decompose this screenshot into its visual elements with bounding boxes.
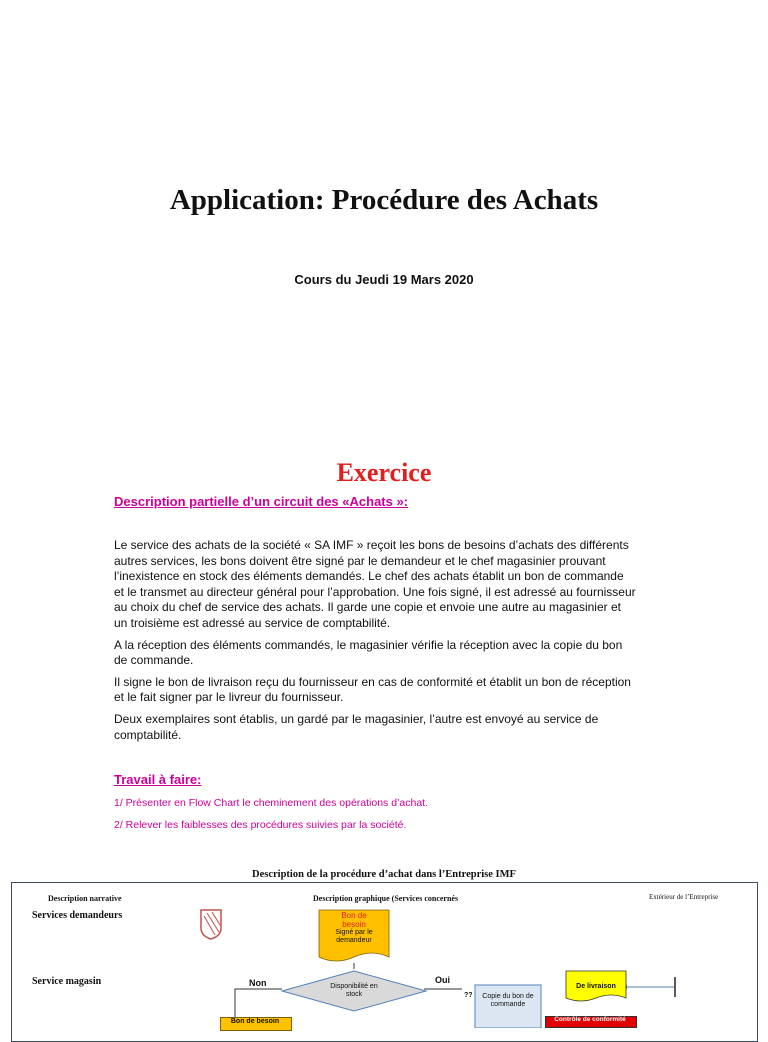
task-item: 2/ Relever les faiblesses des procédures suivies par la société.	[114, 819, 407, 831]
bon-de-besoin-small-label: Bon de besoin	[230, 1018, 280, 1025]
decision-yes-label: Oui	[435, 975, 450, 985]
task-heading: Travail à faire:	[114, 772, 202, 787]
paragraph: Deux exemplaires sont établis, un gardé par le magasinier, l’autre est envoyé au service de comptabilité.	[114, 711, 599, 742]
decision-no-label: Non	[249, 978, 267, 988]
paragraph: Le service des achats de la société « SA IMF » reçoit les bons de besoins d’achats des différents autres services, les bons doivent être signé par le demandeur et le chef magasinier prouvant l’inexistence en stock des éléments demandés. Le chef des achats établit un bon de commande et le transmet au directeur général pour l’approbation. Une fois signé, il est adressé au fournisseur au choix du chef de service des achats. Il garde une copie et envoie une autre au magasinier et un troisième est adressé au service de comptabilité.	[114, 538, 636, 630]
diagram-caption: Description de la procédure d’achat dans l’Entreprise IMF	[252, 869, 516, 880]
shield-icon	[199, 908, 223, 940]
signe-line: Signé par le	[335, 929, 373, 937]
controle-conformite-label: Contrôle de conformité	[554, 1016, 626, 1023]
task-item: 1/ Présenter en Flow Chart le cheminement des opérations d’achat.	[114, 797, 429, 809]
column-header-narrative: Description narrative	[48, 894, 122, 903]
course-date-subtitle: Cours du Jeudi 19 Mars 2020	[294, 272, 474, 287]
copie-line: commande	[490, 1001, 526, 1009]
column-header-exterior: Extérieur de l’Entreprise	[649, 893, 719, 901]
page-title: Application: Procédure des Achats	[169, 184, 599, 216]
bon-de-besoin-line: besoin	[342, 920, 366, 930]
de-livraison-label: De livraison	[576, 983, 616, 990]
disponibilite-label	[300, 983, 408, 999]
paragraph: A la réception des éléments commandés, le magasinier vérifie la réception avec la copie du bon de commande.	[114, 637, 623, 668]
column-header-graphic: Description graphique (Services concernés	[313, 894, 459, 903]
row-label-demandeurs: Services demandeurs	[32, 910, 123, 921]
disponibilite-line: stock	[345, 991, 363, 999]
question-marks: ??	[464, 992, 473, 999]
signe-line: demandeur	[336, 937, 372, 945]
copie-bon-commande-label	[474, 993, 542, 1009]
disponibilite-line: Disponibilité en	[330, 983, 378, 990]
copie-line: Copie du bon de	[482, 993, 534, 1000]
exercise-title: Exercice	[336, 458, 432, 487]
bon-de-besoin-label	[318, 911, 390, 945]
bon-de-besoin-line: Bon de	[341, 911, 367, 920]
row-label-magasin: Service magasin	[32, 976, 102, 987]
section-heading: Description partielle d’un circuit des «Achats »:	[114, 494, 409, 509]
paragraph: Il signe le bon de livraison reçu du fournisseur en cas de conformité et établit un bon de réception et le fait signer par le livreur du fournisseur.	[114, 674, 631, 705]
exercise-body	[114, 538, 636, 749]
